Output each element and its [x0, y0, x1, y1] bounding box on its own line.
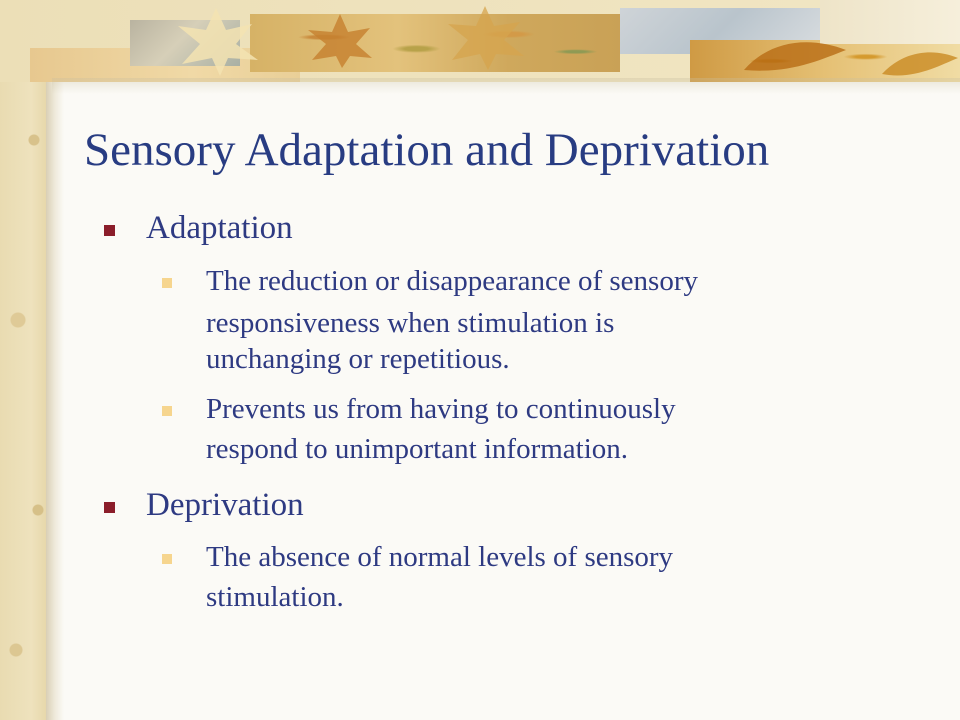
bullet-line: unchanging or repetitious. [206, 343, 510, 375]
section-heading-adaptation: Adaptation [146, 210, 293, 246]
level2-bullet-icon [162, 554, 172, 564]
level2-bullet-icon [162, 406, 172, 416]
bullet-line: stimulation. [206, 581, 344, 613]
level1-bullet-icon [104, 225, 115, 236]
bullet-line: Prevents us from having to continuously [206, 393, 676, 425]
leaf-icon [740, 30, 850, 82]
bullet-line: The reduction or disappearance of sensory [206, 265, 698, 297]
level1-bullet-icon [104, 502, 115, 513]
section-heading-deprivation: Deprivation [146, 487, 304, 523]
leaf-icon [168, 4, 264, 78]
parchment-left-strip [0, 0, 52, 720]
bullet-line: The absence of normal levels of sensory [206, 541, 674, 573]
slide-left-edge-shadow [46, 78, 64, 720]
leaf-icon [880, 44, 960, 82]
decorative-banner [0, 0, 960, 82]
bullet-line: responsiveness when stimulation is [206, 307, 615, 339]
level2-bullet-icon [162, 278, 172, 288]
bullet-line: respond to unimportant information. [206, 433, 629, 465]
banner-shadow [52, 78, 960, 94]
leaf-icon [440, 2, 530, 72]
leaf-icon [300, 10, 380, 70]
slide-title: Sensory Adaptation and Deprivation [84, 124, 770, 176]
